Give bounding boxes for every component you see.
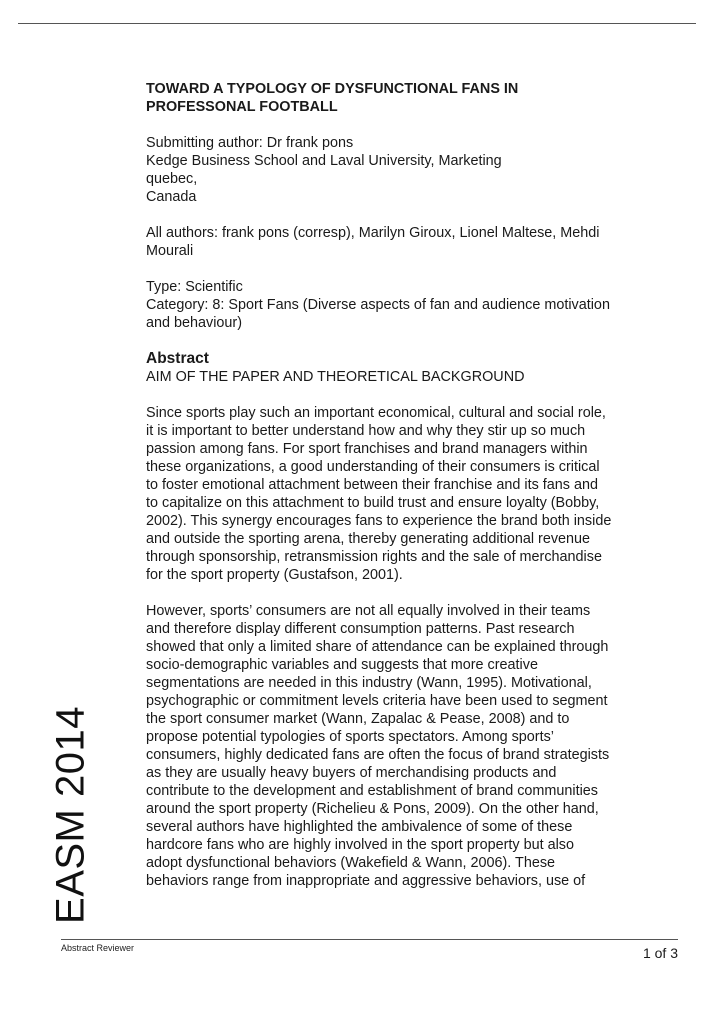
affiliation: Kedge Business School and Laval University, Marketing [146,153,502,169]
title-line: TOWARD A TYPOLOGY OF DYSFUNCTIONAL FANS IN [146,81,519,97]
paragraph-line: to capitalize on this attachment to build trust and ensure loyalty (Bobby, [146,495,600,511]
category-line: and behaviour) [146,315,243,331]
paragraph-line: these organizations, a good understanding of their consumers is critical [146,459,600,475]
paragraph-line: several authors have highlighted the ambivalence of some of these [146,819,573,835]
submission-info [146,134,666,206]
paragraph-line: behaviors range from inappropriate and aggressive behaviors, use of [146,873,586,889]
authors-line: All authors: frank pons (corresp), Marilyn Giroux, Lionel Maltese, Mehdi [146,225,600,241]
paragraph-line: psychographic or commitment levels criteria have been used to segment [146,693,608,709]
region: quebec, [146,171,198,187]
abstract-heading: Abstract [146,350,209,367]
paragraph-line: as they are usually heavy buyers of merchandising products and [146,765,557,781]
paragraph-line: showed that only a limited share of attendance can be explained through [146,639,609,655]
authors-line: Mourali [146,243,194,259]
paragraph-line: adopt dysfunctional behaviors (Wakefield & Wann, 2006). These [146,855,556,871]
footer-reviewer-label: Abstract Reviewer [61,943,135,953]
footer-divider [61,939,678,940]
paragraph-line: it is important to better understand how and why they stir up so much [146,423,586,439]
paragraph-line: for the sport property (Gustafson, 2001). [146,567,403,583]
paragraph-line: and therefore display different consumption patterns. Past research [146,621,575,637]
paragraph-line: socio-demographic variables and suggests that more creative [146,657,538,673]
submitting-author: Submitting author: Dr frank pons [146,135,354,151]
paragraph-line: to foster emotional attachment between their franchise and its fans and [146,477,598,493]
side-label-text: EASM 2014 [48,706,93,924]
conference-side-label [48,706,94,924]
abstract-subheading: AIM OF THE PAPER AND THEORETICAL BACKGROUND [146,369,525,385]
country: Canada [146,189,197,205]
abstract-paragraph-1 [146,404,666,584]
paragraph-line: hardcore fans who are highly involved in the sport property but also [146,837,574,853]
abstract-paragraph-2 [146,602,666,890]
paragraph-line: contribute to the development and establishment of brand communities [146,783,598,799]
paragraph-line: segmentations are needed in this industry (Wann, 1995). Motivational, [146,675,592,691]
authors-info [146,224,666,260]
paragraph-line: propose potential typologies of sports spectators. Among sports’ [146,729,554,745]
top-divider [18,23,696,24]
type-line: Type: Scientific [146,279,243,295]
paragraph-line: Since sports play such an important economical, cultural and social role, [146,405,606,421]
paragraph-line: passion among fans. For sport franchises and brand managers within [146,441,588,457]
paper-title [146,80,666,116]
category-line: Category: 8: Sport Fans (Diverse aspects of fan and audience motivation [146,297,610,313]
document-body [146,80,666,890]
paragraph-line: 2002). This synergy encourages fans to experience the brand both inside [146,513,612,529]
title-line: PROFESSONAL FOOTBALL [146,99,338,115]
paragraph-line: through sponsorship, retransmission rights and the sale of merchandise [146,549,602,565]
paragraph-line: consumers, highly dedicated fans are often the focus of brand strategists [146,747,610,763]
paragraph-line: the sport consumer market (Wann, Zapalac & Pease, 2008) and to [146,711,570,727]
paragraph-line: and outside the sporting arena, thereby generating additional revenue [146,531,591,547]
page-number: 1 of 3 [642,945,678,961]
paragraph-line: around the sport property (Richelieu & Pons, 2009). On the other hand, [146,801,599,817]
paragraph-line: However, sports’ consumers are not all equally involved in their teams [146,603,591,619]
classification-info [146,278,666,332]
